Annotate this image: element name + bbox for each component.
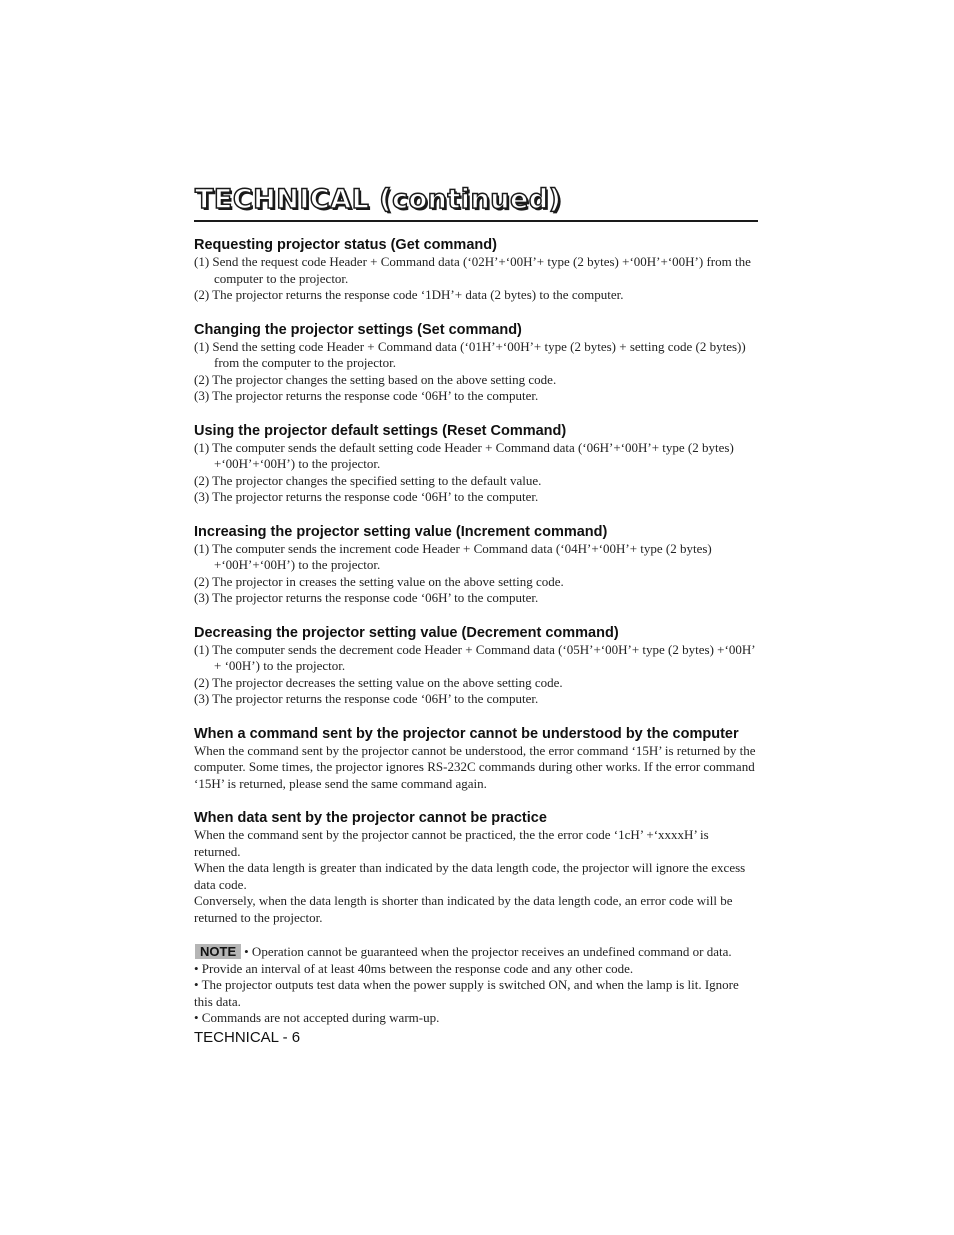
section-heading: Decreasing the projector setting value (Decrement command) [194, 624, 619, 641]
note-badge: NOTE [195, 944, 241, 959]
list-item: (3) The projector returns the response code ‘06H’ to the computer. [194, 489, 539, 504]
page-number: TECHNICAL - 6 [194, 1028, 301, 1046]
note-item: • The projector outputs test data when the power supply is switched ON, and when the lamp is lit. Ignore this data. [194, 977, 739, 1009]
title-underline [194, 220, 758, 222]
list-item: (1) The computer sends the increment code Header + Command data (‘04H’+‘00H’+ type (2 bytes) +‘00H’+‘00H’) to the projector. [194, 540, 712, 572]
note-item: • Provide an interval of at least 40ms between the response code and any other code. [194, 960, 634, 976]
list-item: (3) The projector returns the response code ‘06H’ to the computer. [194, 691, 539, 706]
paragraph: When the command sent by the projector cannot be understood, the error command ‘15H’ is returned by the computer. Some times, the projector ignores RS-232C commands during other works. If the error command ‘15H’ is returned, please send the same command again. [194, 742, 756, 791]
section-get-command [194, 236, 758, 304]
note-item: • Commands are not accepted during warm-up. [194, 1010, 440, 1025]
note-first-line [194, 944, 758, 961]
list-item: (2) The projector returns the response code ‘1DH’+ data (2 bytes) to the computer. [194, 287, 624, 302]
section-error-command [194, 725, 758, 793]
list-item: (1) The computer sends the default setting code Header + Command data (‘06H’+‘00H’+ type (2 bytes) +‘00H’+‘00H’) to the projector. [194, 439, 734, 471]
section-heading: Requesting projector status (Get command) [194, 237, 497, 253]
note-text: • Operation cannot be guaranteed when the projector receives an undefined command or data. [244, 944, 732, 959]
list-item: (3) The projector returns the response code ‘06H’ to the computer. [194, 590, 539, 605]
list-item: (2) The projector in creases the setting value on the above setting code. [194, 573, 564, 589]
paragraph: When the command sent by the projector cannot be practiced, the the error code ‘1cH’ +‘xxxxH’ is returned. [194, 827, 709, 859]
note-block [194, 944, 758, 1027]
section-set-command [194, 321, 758, 405]
page-content [194, 183, 758, 1047]
section-heading: Increasing the projector setting value (Increment command) [194, 523, 608, 540]
section-decrement-command [194, 624, 758, 708]
list-item: (2) The projector decreases the setting value on the above setting code. [194, 674, 563, 690]
section-heading: When a command sent by the projector cannot be understood by the computer [194, 725, 739, 742]
section-increment-command [194, 523, 758, 607]
section-heading: Using the projector default settings (Reset Command) [194, 422, 567, 439]
paragraph: When the data length is greater than indicated by the data length code, the projector will ignore the excess data code. [194, 860, 746, 892]
section-data-error [194, 809, 758, 926]
section-heading: When data sent by the projector cannot be practice [194, 810, 547, 826]
list-item: (2) The projector changes the specified setting to the default value. [194, 472, 542, 488]
paragraph: Conversely, when the data length is shorter than indicated by the data length code, an error code will be returned to the projector. [194, 893, 733, 925]
section-reset-command [194, 422, 758, 506]
list-item: (1) Send the request code Header + Command data (‘02H’+‘00H’+ type (2 bytes) +‘00H’+‘00H’) from the computer to the projector. [194, 254, 751, 286]
list-item: (3) The projector returns the response code ‘06H’ to the computer. [194, 388, 539, 403]
list-item: (1) Send the setting code Header + Command data (‘01H’+‘00H’+ type (2 bytes) + setting code (2 bytes)) from the computer to the projector. [194, 338, 746, 370]
section-heading: Changing the projector settings (Set command) [194, 321, 522, 338]
page-title: TECHNICAL (continued) [195, 184, 562, 215]
list-item: (2) The projector changes the setting based on the above setting code. [194, 371, 557, 387]
list-item: (1) The computer sends the decrement code Header + Command data (‘05H’+‘00H’+ type (2 bytes) +‘00H’ + ‘00H’) to the projector. [194, 641, 755, 673]
